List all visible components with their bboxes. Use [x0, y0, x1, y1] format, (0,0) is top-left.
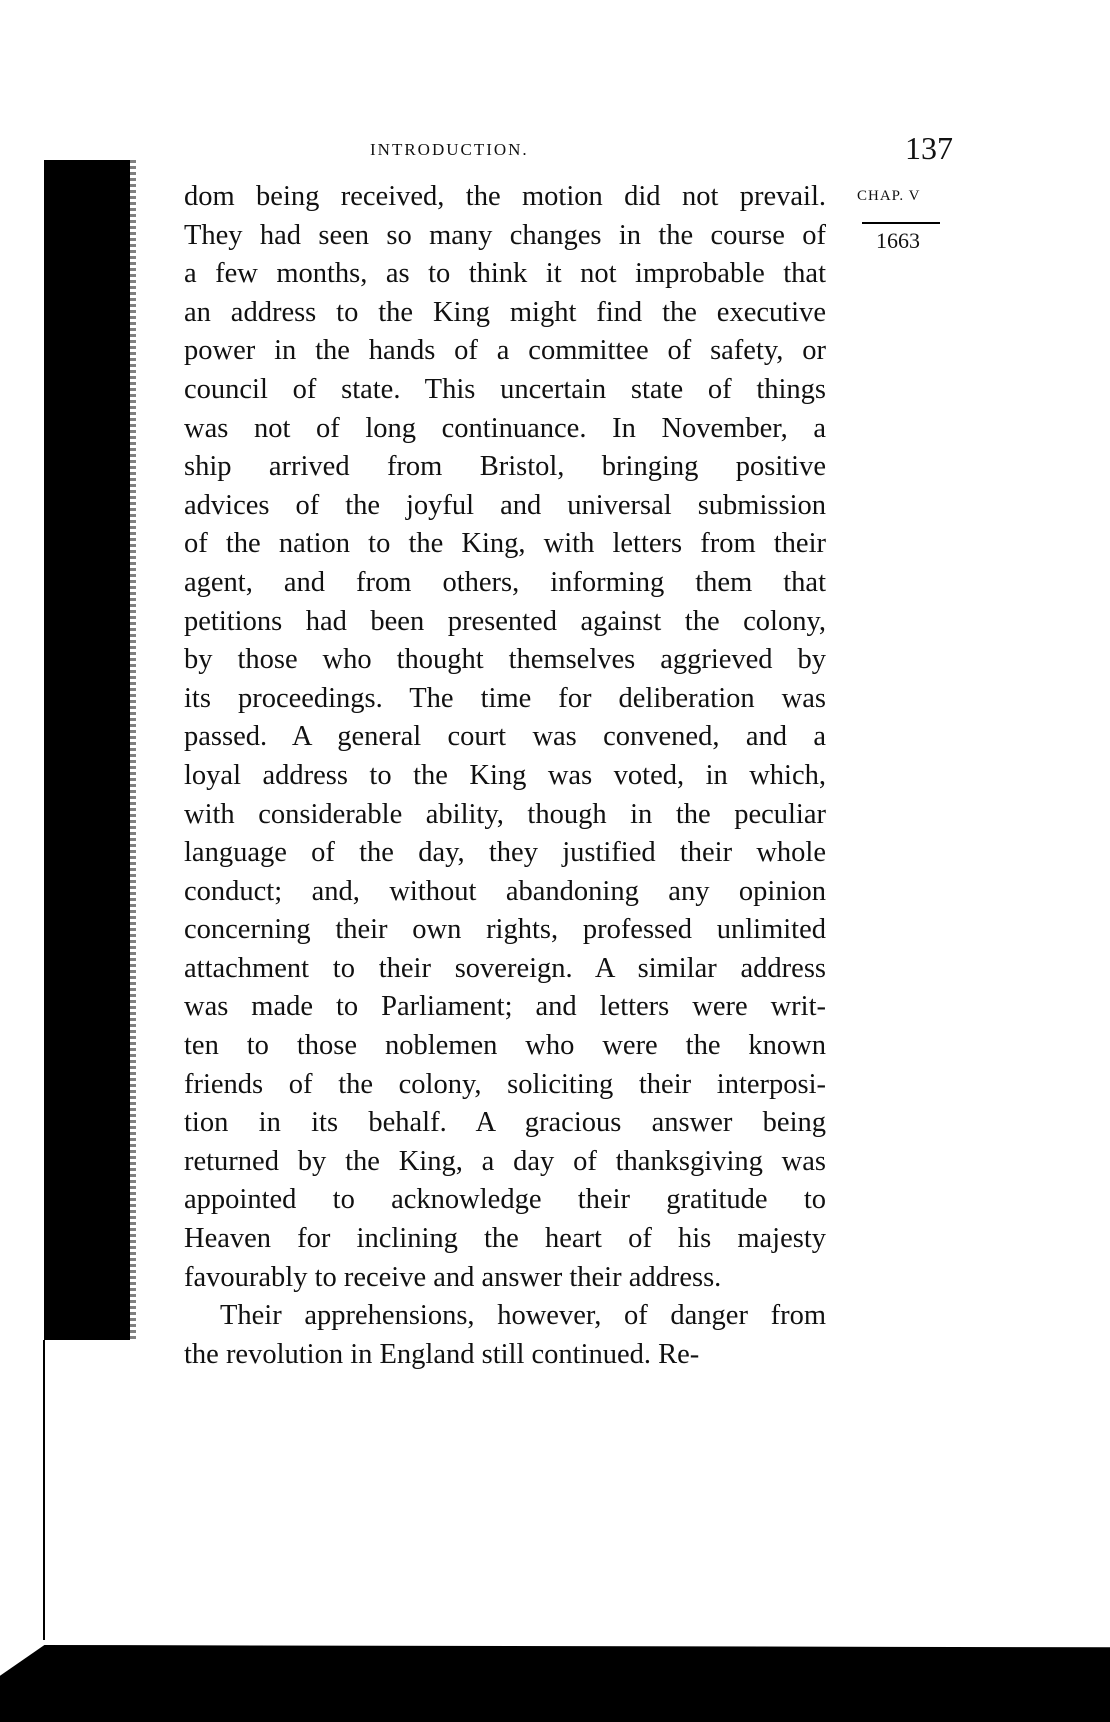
text-line: an address to the King might find the executive — [184, 296, 826, 328]
text-line: favourably to receive and answer their address. — [184, 1261, 722, 1293]
text-line: ten to those noblemen who were the known — [184, 1030, 826, 1062]
text-line: was not of long continuance. In November, a — [184, 412, 826, 444]
text-line: returned by the King, a day of thanksgiving was — [184, 1145, 826, 1177]
text-line: friends of the colony, soliciting their interposi- — [184, 1068, 826, 1100]
text-line: passed. A general court was convened, and a — [184, 721, 826, 753]
scan-binding-shadow — [44, 160, 130, 1340]
text-line: tion in its behalf. A gracious answer being — [184, 1107, 826, 1139]
page-number: 137 — [905, 130, 953, 166]
page-edge-line — [43, 1340, 45, 1640]
margin-year: 1663 — [876, 228, 920, 253]
text-line: with considerable ability, though in the peculiar — [184, 798, 826, 830]
text-line: council of state. This uncertain state of things — [184, 373, 826, 405]
text-line: conduct; and, without abandoning any opinion — [184, 875, 826, 907]
text-line: appointed to acknowledge their gratitude to — [184, 1184, 826, 1216]
text-line: concerning their own rights, professed unlimited — [184, 914, 826, 946]
text-line: its proceedings. The time for deliberation was — [184, 682, 826, 714]
margin-rule — [862, 222, 940, 224]
text-line: a few months, as to think it not improbable that — [184, 258, 826, 290]
text-line: advices of the joyful and universal submission — [184, 489, 826, 521]
text-line: dom being received, the motion did not prevail. — [184, 181, 826, 212]
text-line: of the nation to the King, with letters from their — [184, 528, 826, 560]
text-line: language of the day, they justified their whole — [184, 837, 826, 869]
text-line: Heaven for inclining the heart of his majesty — [184, 1223, 826, 1255]
text-line: loyal address to the King was voted, in which, — [184, 759, 826, 791]
text-line: attachment to their sovereign. A similar address — [184, 952, 826, 984]
text-line: the revolution in England still continued. Re- — [184, 1338, 700, 1370]
text-line: agent, and from others, informing them that — [184, 566, 826, 598]
scan-bottom-edge — [0, 1645, 1110, 1722]
body-text — [184, 178, 826, 1374]
text-line: ship arrived from Bristol, bringing positive — [184, 451, 826, 483]
running-head: INTRODUCTION. — [370, 140, 529, 159]
text-line: was made to Parliament; and letters were writ- — [184, 991, 826, 1023]
text-line: They had seen so many changes in the course of — [184, 219, 826, 251]
text-line: Their apprehensions, however, of danger from — [220, 1300, 826, 1332]
text-line: by those who thought themselves aggrieved by — [184, 644, 826, 676]
text-line: power in the hands of a committee of safety, or — [184, 335, 826, 367]
margin-chapter: CHAP. V — [857, 188, 921, 204]
text-line: petitions had been presented against the colony, — [184, 605, 826, 637]
